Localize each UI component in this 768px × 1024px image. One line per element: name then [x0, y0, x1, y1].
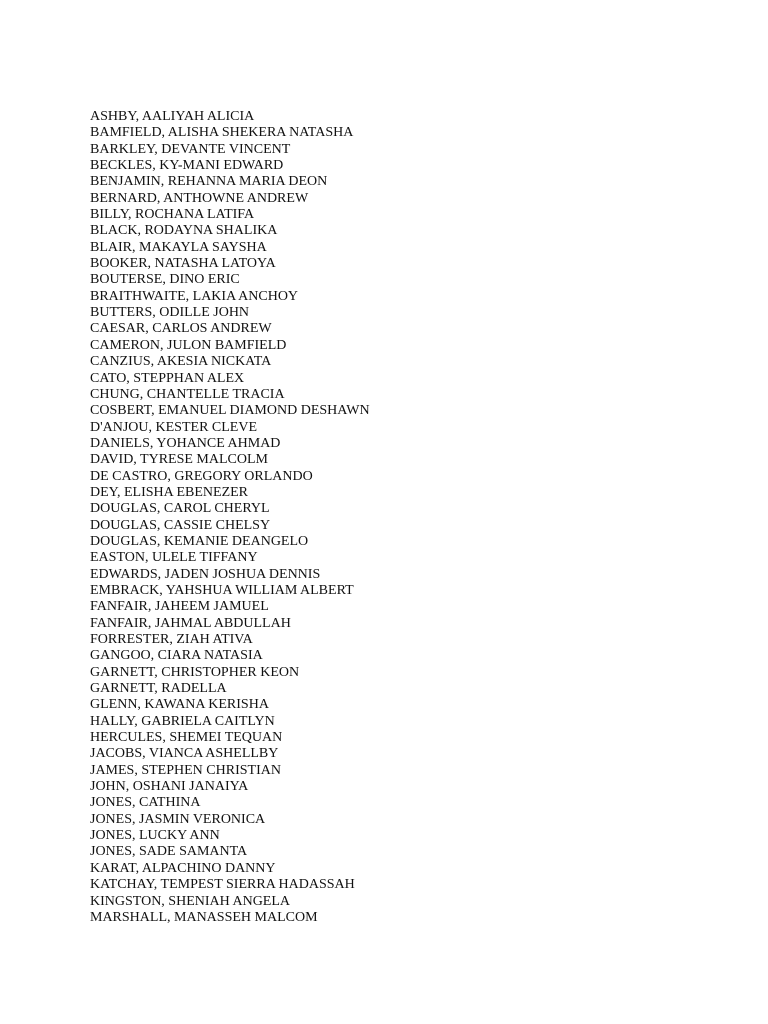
name-entry: BUTTERS, ODILLE JOHN	[90, 305, 250, 321]
name-entry: BARKLEY, DEVANTE VINCENT	[90, 141, 291, 157]
name-entry: GARNETT, CHRISTOPHER KEON	[90, 664, 300, 680]
name-entry: DOUGLAS, CASSIE CHELSY	[90, 517, 271, 533]
name-entry: BOOKER, NATASHA LATOYA	[90, 256, 276, 272]
name-entry: KARAT, ALPACHINO DANNY	[90, 860, 276, 876]
name-entry: GARNETT, RADELLA	[90, 681, 227, 697]
name-entry: KATCHAY, TEMPEST SIERRA HADASSAH	[90, 877, 355, 893]
name-entry: BLAIR, MAKAYLA SAYSHA	[90, 239, 267, 255]
name-entry: JOHN, OSHANI JANAIYA	[90, 779, 249, 795]
name-entry: CHUNG, CHANTELLE TRACIA	[90, 386, 285, 402]
name-entry: GLENN, KAWANA KERISHA	[90, 697, 269, 713]
name-entry: JONES, CATHINA	[90, 795, 201, 811]
name-entry: DOUGLAS, KEMANIE DEANGELO	[90, 533, 309, 549]
name-entry: CATO, STEPPHAN ALEX	[90, 370, 245, 386]
name-entry: BERNARD, ANTHOWNE ANDREW	[90, 190, 309, 206]
name-entry: BLACK, RODAYNA SHALIKA	[90, 223, 278, 239]
name-entry: JONES, SADE SAMANTA	[90, 844, 248, 860]
name-entry: CAMERON, JULON BAMFIELD	[90, 337, 287, 353]
name-entry: COSBERT, EMANUEL DIAMOND DESHAWN	[90, 403, 370, 419]
name-entry: BILLY, ROCHANA LATIFA	[90, 207, 255, 223]
name-entry: ASHBY, AALIYAH ALICIA	[90, 109, 255, 124]
name-entry: CAESAR, CARLOS ANDREW	[90, 321, 272, 337]
name-entry: D'ANJOU, KESTER CLEVE	[90, 419, 258, 435]
name-entry: GANGOO, CIARA NATASIA	[90, 648, 263, 664]
name-entry: FORRESTER, ZIAH ATIVA	[90, 632, 253, 647]
name-entry: MARSHALL, MANASSEH MALCOM	[90, 909, 318, 925]
name-entry: FANFAIR, JAHEEM JAMUEL	[90, 599, 269, 615]
name-entry: JONES, LUCKY ANN	[90, 828, 220, 844]
name-entry: CANZIUS, AKESIA NICKATA	[90, 354, 272, 370]
name-entry: DOUGLAS, CAROL CHERYL	[90, 501, 270, 517]
name-entry: JACOBS, VIANCA ASHELLBY	[90, 746, 279, 762]
name-entry: DE CASTRO, GREGORY ORLANDO	[90, 468, 313, 484]
name-entry: HERCULES, SHEMEI TEQUAN	[90, 730, 283, 746]
name-entry: BRAITHWAITE, LAKIA ANCHOY	[90, 288, 299, 304]
name-entry: KINGSTON, SHENIAH ANGELA	[90, 893, 291, 909]
name-entry: EMBRACK, YAHSHUA WILLIAM ALBERT	[90, 582, 354, 598]
name-entry: JONES, JASMIN VERONICA	[90, 811, 266, 827]
name-entry: EASTON, ULELE TIFFANY	[90, 550, 258, 566]
name-entry: BOUTERSE, DINO ERIC	[90, 272, 240, 288]
name-entry: JAMES, STEPHEN CHRISTIAN	[90, 762, 281, 778]
name-entry: BAMFIELD, ALISHA SHEKERA NATASHA	[90, 125, 354, 141]
name-entry: BENJAMIN, REHANNA MARIA DEON	[90, 174, 328, 190]
name-entry: EDWARDS, JADEN JOSHUA DENNIS	[90, 566, 321, 582]
name-entry: DANIELS, YOHANCE AHMAD	[90, 435, 281, 451]
name-entry: BECKLES, KY-MANI EDWARD	[90, 158, 284, 174]
name-entry: FANFAIR, JAHMAL ABDULLAH	[90, 615, 291, 631]
name-list	[90, 109, 370, 926]
name-entry: DEY, ELISHA EBENEZER	[90, 484, 249, 500]
name-entry: DAVID, TYRESE MALCOLM	[90, 452, 268, 468]
name-entry: HALLY, GABRIELA CAITLYN	[90, 713, 275, 729]
